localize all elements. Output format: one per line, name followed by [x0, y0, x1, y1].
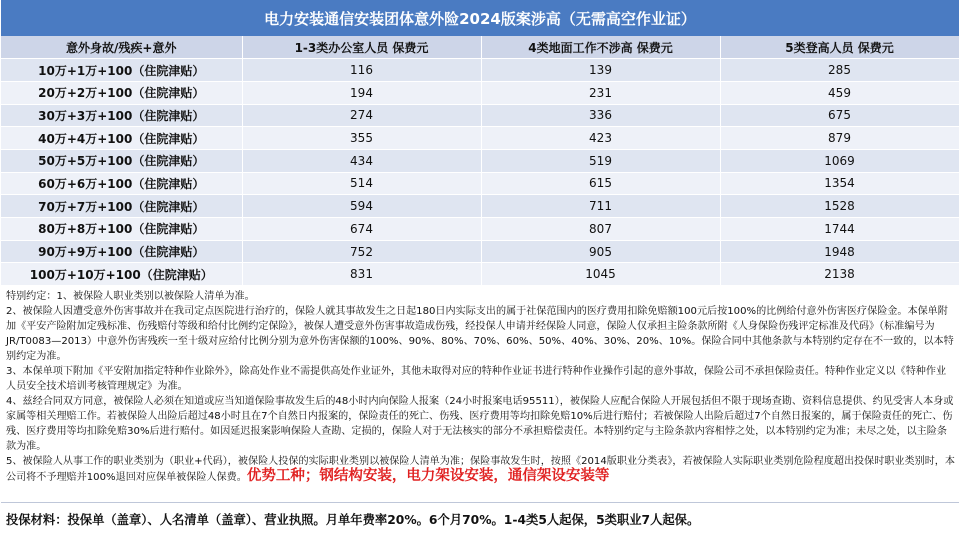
premium-cell: 1069 [720, 149, 959, 172]
premium-cell: 139 [481, 59, 720, 82]
premium-cell: 615 [481, 172, 720, 195]
application-materials: 投保材料：投保单（盖章）、人名清单（盖章）、营业执照。月单年费率20%。6个月70%。1-4类5人起保，5类职业7人起保。 [6, 513, 700, 527]
premium-cell: 434 [242, 149, 481, 172]
premium-cell: 752 [242, 240, 481, 263]
table-row [1, 218, 959, 241]
term-item-5-text: 5、被保险人从事工作的职业类别为（职业+代码），被保险人投保的实际职业类别以被保险人清单为准；保险事故发生时，按照《2014版职业分类表》，若被保险人实际职业类别危险程度超出投保时职业类别时，本公司将不予理赔并100%退回对应保单被保险人保费。 [6, 456, 955, 483]
premium-table [1, 36, 960, 286]
column-header-coverage: 意外身故/残疾+意外 [1, 36, 242, 59]
premium-cell: 831 [242, 263, 481, 286]
premium-cell: 231 [481, 81, 720, 104]
coverage-cell: 40万+4万+100（住院津贴） [1, 127, 242, 150]
column-header-class-1-3: 1-3类办公室人员 保费元 [242, 36, 481, 59]
premium-cell: 807 [481, 218, 720, 241]
premium-cell: 1528 [720, 195, 959, 218]
table-row [1, 149, 959, 172]
coverage-cell: 60万+6万+100（住院津贴） [1, 172, 242, 195]
premium-cell: 1045 [481, 263, 720, 286]
table-header-row [1, 36, 959, 59]
premium-cell: 711 [481, 195, 720, 218]
premium-cell: 285 [720, 59, 959, 82]
coverage-cell: 80万+8万+100（住院津贴） [1, 218, 242, 241]
divider [1, 502, 959, 503]
table-row [1, 195, 959, 218]
page-title: 电力安装通信安装团体意外险2024版案涉高（无需高空作业证） [1, 0, 959, 36]
coverage-cell: 100万+10万+100（住院津贴） [1, 263, 242, 286]
coverage-cell: 20万+2万+100（住院津贴） [1, 81, 242, 104]
table-row [1, 104, 959, 127]
premium-cell: 519 [481, 149, 720, 172]
premium-cell: 879 [720, 127, 959, 150]
table-row [1, 81, 959, 104]
column-header-class-4: 4类地面工作不涉高 保费元 [481, 36, 720, 59]
table-row [1, 127, 959, 150]
special-terms [6, 289, 956, 485]
term-item-5 [6, 454, 956, 485]
coverage-cell: 30万+3万+100（住院津贴） [1, 104, 242, 127]
premium-cell: 514 [242, 172, 481, 195]
premium-cell: 674 [242, 218, 481, 241]
table-row [1, 59, 959, 82]
premium-cell: 355 [242, 127, 481, 150]
table-row [1, 172, 959, 195]
premium-cell: 905 [481, 240, 720, 263]
premium-cell: 2138 [720, 263, 959, 286]
premium-cell: 194 [242, 81, 481, 104]
term-item-2: 2、被保险人因遭受意外伤害事故并在我司定点医院进行治疗的，保险人就其事故发生之日起180日内实际支出的属于社保范围内的医疗费用扣除免赔额100元后按100%的比例给付意外伤害医疗保险金。本保单附加《平安产险附加定残标准、伤残赔付等级和给付比例约定保险》，被保人遭受意外伤害事故造成伤残，经投保人申请并经保险人同意，保险人仅承担主险条款所附《人身保险伤残评定标准及代码》（标准编号为JR/T0083—2013）中意外伤害残疾一至十级对应给付比例分别为意外伤害保额的100%、90%、80%、70%、60%、50%、40%、30%、20%、10%。保险合同中其他条款与本特别约定存在不一致的，以本特别约定为准。 [6, 306, 954, 362]
premium-cell: 336 [481, 104, 720, 127]
table-row [1, 263, 959, 286]
coverage-cell: 90万+9万+100（住院津贴） [1, 240, 242, 263]
premium-cell: 459 [720, 81, 959, 104]
premium-cell: 675 [720, 104, 959, 127]
coverage-cell: 50万+5万+100（住院津贴） [1, 149, 242, 172]
coverage-cell: 10万+1万+100（住院津贴） [1, 59, 242, 82]
premium-cell: 1948 [720, 240, 959, 263]
term-item-3: 3、本保单项下附加《平安附加指定特种作业除外》，除高处作业不需提供高处作业证外，其他未取得对应的特种作业证书进行特种作业操作引起的意外事故，保险公司不承担保险责任。特种作业定义以《特种作业人员安全技术培训考核管理规定》为准。 [6, 366, 947, 392]
premium-cell: 116 [242, 59, 481, 82]
premium-cell: 274 [242, 104, 481, 127]
term-item-4: 4、兹经合同双方同意，被保险人必须在知道或应当知道保险事故发生后的48小时内向保险人报案（24小时报案电话95511），被保险人应配合保险人开展包括但不限于现场查勘、资料信息提供、约见受害人本身或家属等相关理赔工作。若被保险人出险后超过48小时且在7个自然日内报案的，保险责任的死亡、伤残、医疗费用等均扣除免赔10%后进行赔付；若被保险人出险后超过7个自然日报案的，属于保险责任的死亡、伤残、医疗费用等均扣除免赔30%后进行赔付。如因延迟报案影响保险人查勘、定损的，保险人对于无法核实的部分不承担赔偿责任。本特别约定与主险条款内容相悖之处，以本特别约定为准；未尽之处，以主险条款为准。 [6, 396, 954, 452]
premium-cell: 594 [242, 195, 481, 218]
premium-cell: 423 [481, 127, 720, 150]
term-item-1: 特别约定：1、被保险人职业类别以被保险人清单为准。 [6, 291, 255, 302]
column-header-class-5: 5类登高人员 保费元 [720, 36, 959, 59]
table-row [1, 240, 959, 263]
coverage-cell: 70万+7万+100（住院津贴） [1, 195, 242, 218]
premium-cell: 1354 [720, 172, 959, 195]
advantage-trades-highlight: 优势工种；钢结构安装，电力架设安装，通信架设安装等 [246, 468, 610, 484]
premium-cell: 1744 [720, 218, 959, 241]
